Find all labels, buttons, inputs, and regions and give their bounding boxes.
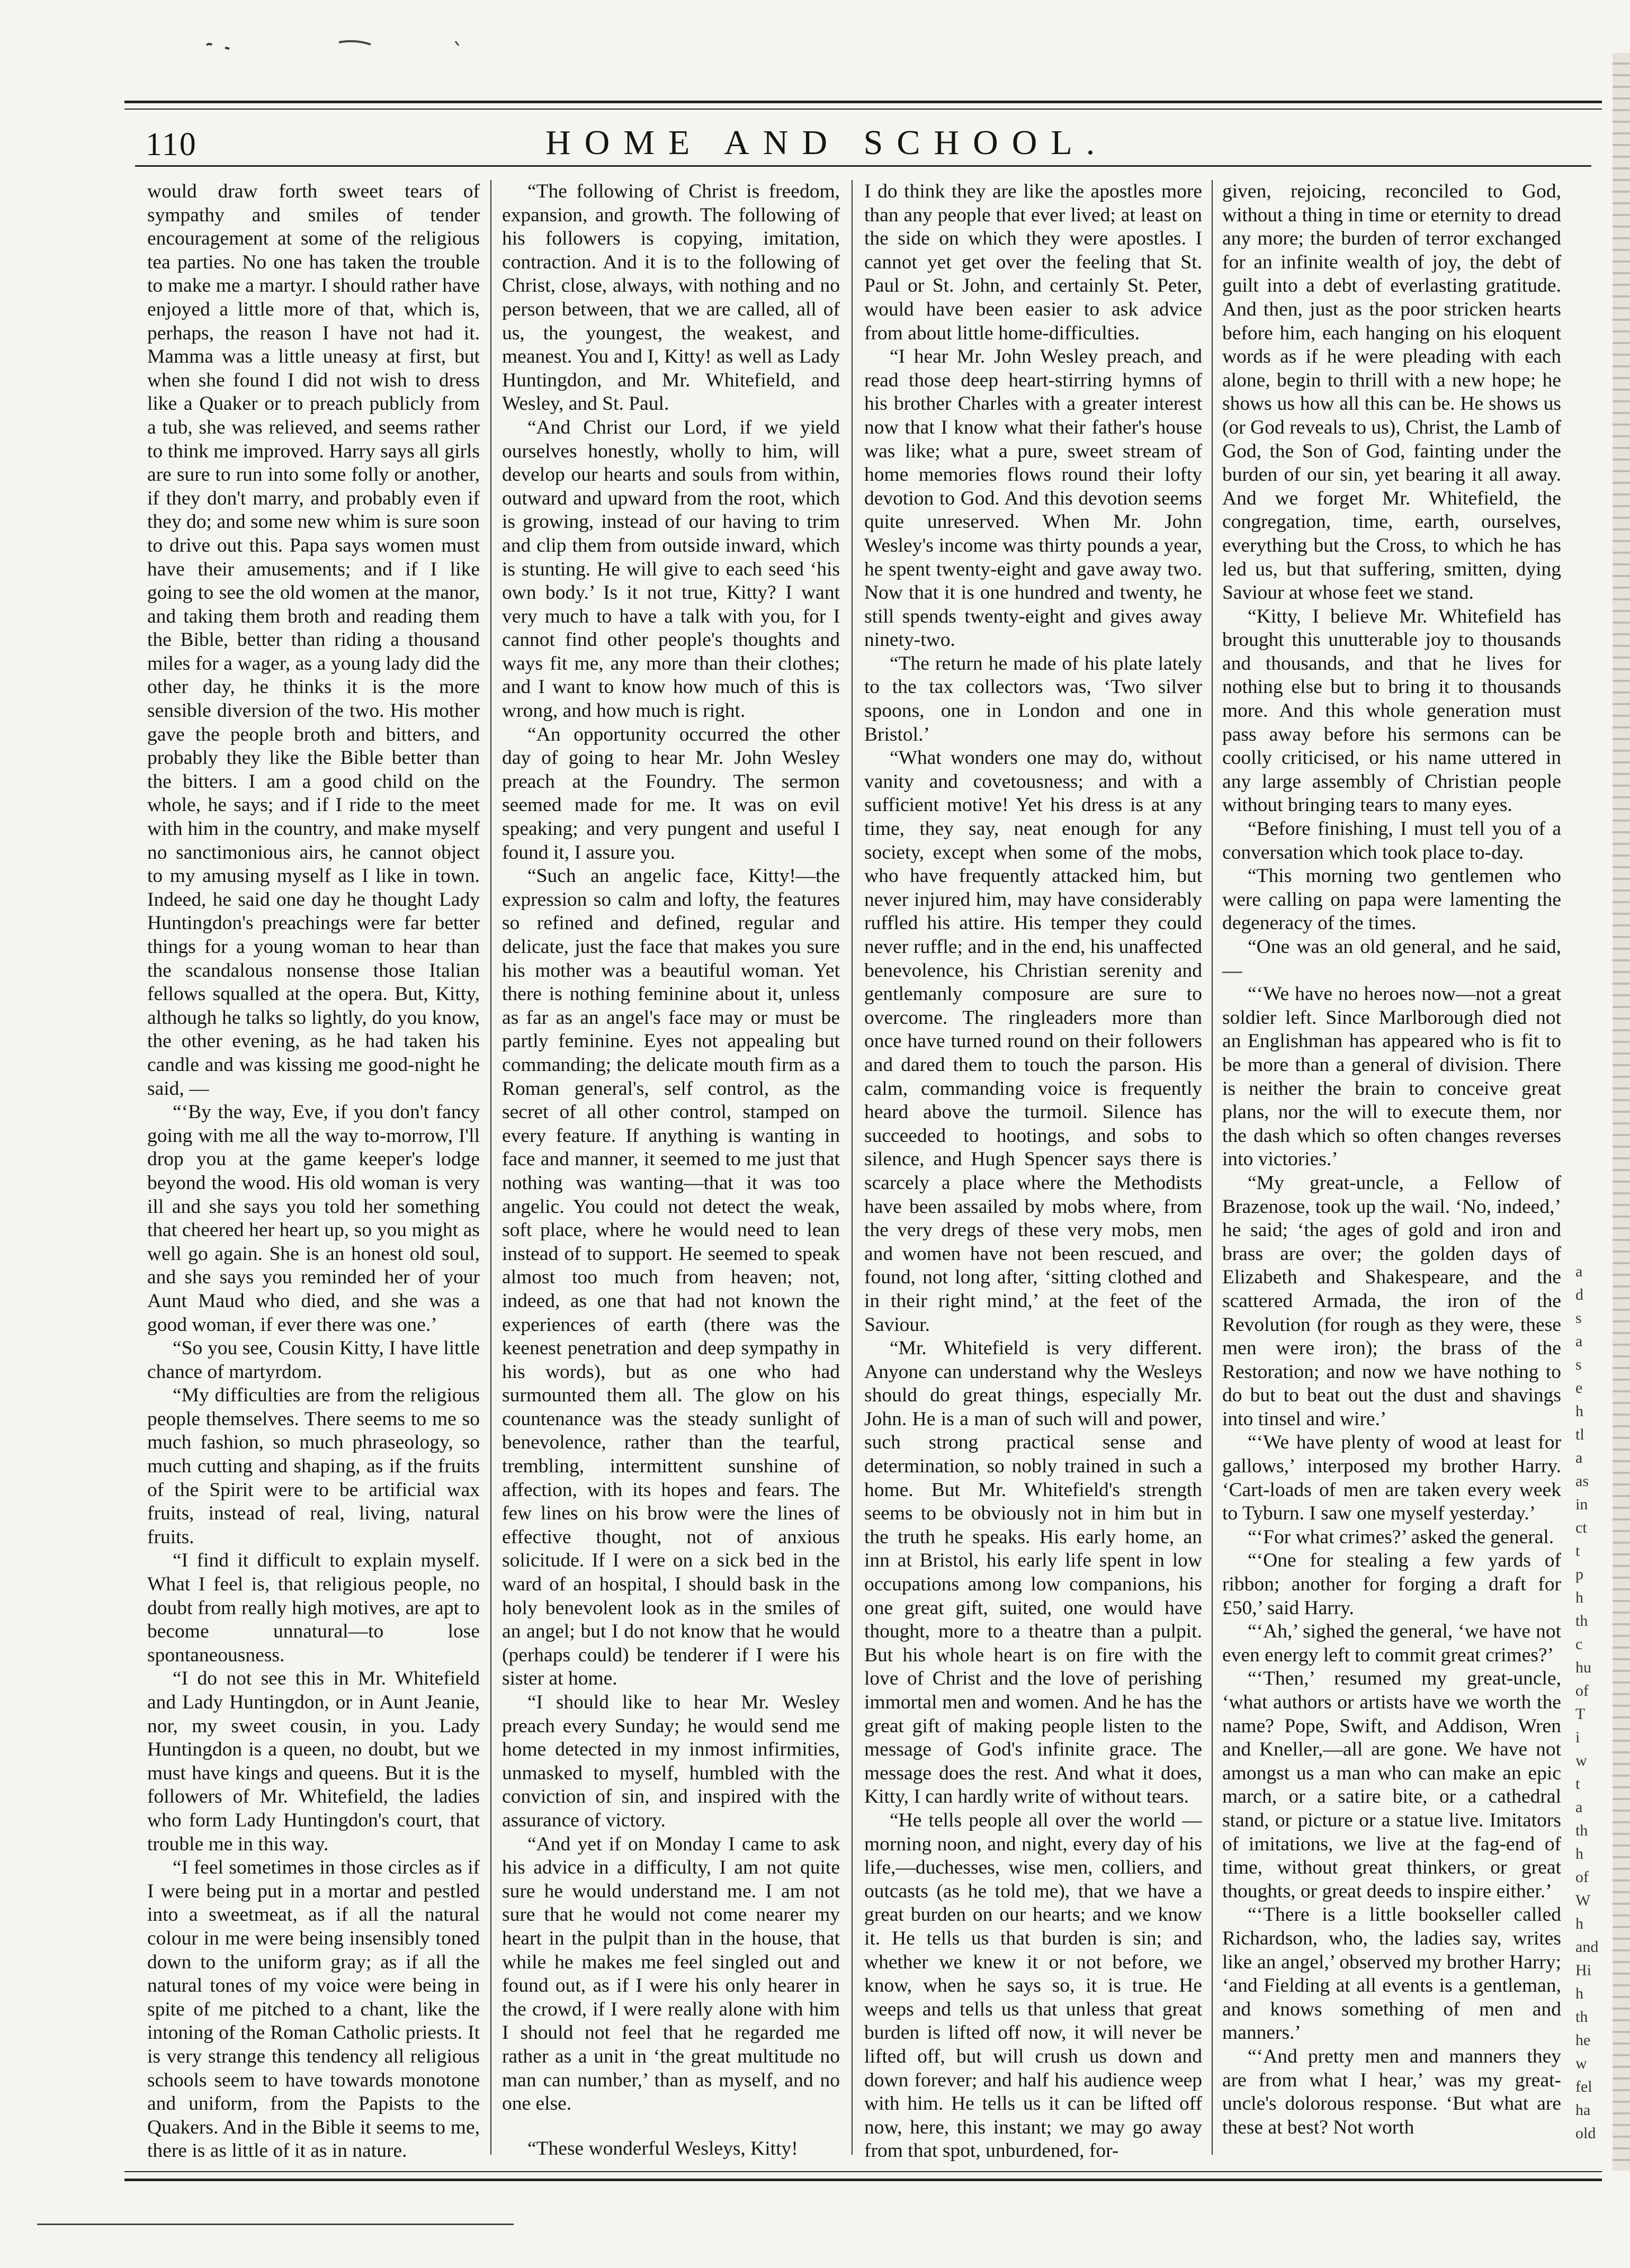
margin-fragment: of <box>1575 1682 1589 1699</box>
paragraph: “‘By the way, Eve, if you don't fancy going with me all the way to-morrow, I'll drop you at the game keeper's lodge beyond the wood. His old woman is very ill and she says you told her something that cheered her heart up, so you might as well go again. She is an honest old soul, and she says you reminded her of your Aunt Maud who died, and she was a good woman, if ever there was one.’ <box>147 1101 480 1336</box>
margin-fragment: he <box>1575 2031 1591 2049</box>
paragraph: “Before finishing, I must tell you of a conversation which took place to-day. <box>1222 818 1561 863</box>
margin-fragment: t <box>1575 1542 1580 1560</box>
paragraph: “‘One for stealing a few yards of ribbon; another for forging a draft for £50,’ said Harry. <box>1222 1550 1561 1619</box>
paragraph: I do think they are like the apostles more than any people that ever lived; at least on the side on which they were apostles. I cannot yet get over the feeling that St. Paul or St. John, and certainly St. Peter, would have been easier to ask advice from about little home-difficulties. <box>864 181 1202 344</box>
paragraph: “And yet if on Monday I came to ask his advice in a difficulty, I am not quite sure he would understand me. I am not sure that he would not come nearer my heart in the pulpit than in the house, that while he makes me feel singled out and found out, as if I were his only hearer in the crowd, if I were really alone with him I should not feel that he regarded me rather as a unit in ‘the great multitude no man can number,’ than as myself, and no one else. <box>502 1833 840 2115</box>
margin-fragment: and <box>1575 1938 1599 1956</box>
margin-fragment: a <box>1575 1333 1583 1350</box>
paragraph: “My great-uncle, a Fellow of Brazenose, took up the wail. ‘No, indeed,’ he said; ‘the ages of gold and iron and brass are over; the golden days of Elizabeth and Shakespeare, and the scattered Armada, the iron of the Revolution (for rough as they were, these men were iron); the brass of the Restoration; and now we have nothing to do but to beat out the dust and shavings into tinsel and wire.’ <box>1222 1172 1561 1430</box>
text-column-2 <box>502 180 840 2159</box>
paragraph: “I do not see this in Mr. Whitefield and Lady Huntingdon, or in Aunt Jeanie, nor, my sweet cousin, in you. Lady Huntingdon is a queen, no doubt, but we must have kings and queens. But it is the followers of Mr. Whitefield, the ladies who form Lady Huntingdon's court, that trouble me in this way. <box>147 1668 480 1855</box>
paragraph: “This morning two gentlemen who were calling on papa were lamenting the degeneracy of the times. <box>1222 865 1561 934</box>
margin-fragment: a <box>1575 1449 1583 1466</box>
margin-fragment: e <box>1575 1379 1583 1397</box>
margin-fragment: d <box>1575 1286 1583 1303</box>
margin-fragment: h <box>1575 1915 1583 1932</box>
margin-fragment: th <box>1575 1822 1588 1839</box>
paragraph: “‘We have plenty of wood at least for gallows,’ interposed my brother Harry. ‘Cart-loads of men are taken every week to Tyburn. I saw one myself yesterday.’ <box>1222 1432 1561 1525</box>
page-number: 110 <box>146 127 197 163</box>
margin-fragment: t <box>1575 1775 1580 1793</box>
margin-fragment: th <box>1575 2008 1588 2026</box>
paragraph: “The return he made of his plate lately to the tax collectors was, ‘Two silver spoons, one in London and one in Bristol.’ <box>864 652 1202 745</box>
margin-fragment: a <box>1575 1798 1583 1816</box>
paragraph: “An opportunity occurred the other day of going to hear Mr. John Wesley preach at the Foundry. The sermon seemed made for me. It was on evil speaking; and very pungent and useful I found it, I assure you. <box>502 723 840 863</box>
paragraph: “I find it difficult to explain myself. What I feel is, that religious people, no doubt from really high motives, are apt to become unnatural—to lose spontaneousness. <box>147 1550 480 1666</box>
paragraph: “Such an angelic face, Kitty!—the expression so calm and lofty, the features so refined and defined, regular and delicate, just the face that makes you sure his mother was a beautiful woman. Yet there is nothing feminine about it, unless as far as an angel's face may or must be partly feminine. Eyes not appealing but commanding; the delicate mouth firm as a Roman general's, self control, as the secret of all other control, stamped on every feature. If anything is wanting in face and manner, it seemed to me just that nothing was wanting—that it was too angelic. You could not detect the weak, soft place, where he would need to lean instead of to support. He seemed to speak almost too much from heaven; not, indeed, as one that had not known the experiences of earth (there was the keenest penetration and deep sympathy in his words), but as one who had surmounted them all. The glow on his countenance was the steady sunlight of benevolence, rather than the tearful, trembling, intermittent sunshine of affection, with its hopes and fears. The few lines on his brow were the lines of effective thought, not of anxious solicitude. If I were on a sick bed in the ward of an hospital, I should bask in the holy benevolent look as in the smiles of an angel; but I do not know that he would (perhaps could) be tenderer if I were his sister at home. <box>502 865 840 1690</box>
paragraph: “‘We have no heroes now—not a great soldier left. Since Marlborough died not an Englishman has appeared who is fit to be more than a general of division. There is neither the brain to conceive great plans, nor the will to execute them, nor the dash which so often changes reverses into victories.’ <box>1222 983 1561 1171</box>
margin-fragment: W <box>1575 1892 1591 1909</box>
text-column-1 <box>147 180 480 2162</box>
paragraph: “I feel sometimes in those circles as if I were being put in a mortar and pestled into a sweetmeat, as if all the natural colour in me were being insensibly toned down to the uniform gray; as if all the natural tones of my voice were being in spite of me pitched to a chant, like the intoning of the Roman Catholic priests. It is very strange this tendency all religious schools seem to have towards monotone and uniform, from the Papists to the Quakers. And in the Bible it seems to me, there is as little of it as in nature. <box>147 1857 480 2162</box>
text-column-3 <box>864 180 1202 2162</box>
paragraph: “‘Ah,’ sighed the general, ‘we have not even energy left to commit great crimes?’ <box>1222 1621 1561 1666</box>
margin-fragment: hu <box>1575 1659 1591 1676</box>
paragraph: “The following of Christ is freedom, expansion, and growth. The following of his followers is copying, imitation, contraction. And it is to the following of Christ, close, always, with nothing and no person between, that we are called, all of us, the youngest, the weakest, and meanest. You and I, Kitty! as well as Lady Huntingdon, and Mr. Whitefield, and Wesley, and St. Paul. <box>502 181 840 415</box>
margin-fragment: h <box>1575 1985 1583 2002</box>
margin-fragment: h <box>1575 1402 1583 1420</box>
margin-fragment: h <box>1575 1589 1583 1606</box>
paragraph: “I hear Mr. John Wesley preach, and read those deep heart-stirring hymns of his brother Charles with a greater interest now that I know what their father's house was like; what a pure, sweet stream of home memories flows round their lofty devotion to God. And this devotion seems quite unreserved. When Mr. John Wesley's income was thirty pounds a year, he spent twenty-eight and gave away two. Now that it is one hundred and twenty, he still spends twenty-eight and gives away ninety-two. <box>864 346 1202 651</box>
bottom-scan-rule <box>37 2224 514 2225</box>
margin-fragment: T <box>1575 1705 1586 1723</box>
margin-fragment: old <box>1575 2125 1596 2142</box>
margin-fragment: c <box>1575 1635 1583 1653</box>
facing-page-bleed-fragments <box>1575 1260 1628 2142</box>
column-rule <box>1212 180 1213 2155</box>
margin-fragment: Hi <box>1575 1961 1591 1979</box>
header-rule <box>135 165 1591 167</box>
paragraph: “Mr. Whitefield is very different. Anyone can understand why the Wesleys should do great things, especially Mr. John. He is a man of such will and power, such strong practical sense and determination, so nobly trained in such a home. But Mr. Whitefield's strength seems to be obviously not in him but in the truth he speaks. His early home, an inn at Bristol, his early life spent in low occupations among low companions, his one great gift, suited, one would have thought, more to a theatre than a pulpit. But his whole heart is on fire with the love of Christ and the love of perishing immortal men and women. And he has the great gift of making people listen to the message of God's infinite grace. The message does the rest. And what it does, Kitty, I can hardly write of without tears. <box>864 1337 1202 1808</box>
text-column-4 <box>1222 180 1561 2155</box>
margin-fragment: w <box>1575 1752 1587 1769</box>
margin-fragment: a <box>1575 1263 1583 1280</box>
paragraph: “And Christ our Lord, if we yield ourselves honestly, wholly to him, will develop our hearts and souls from within, outward and upward from the root, which is growing, instead of our having to trim and clip them from outside inward, which is stunting. He will give to each seed ‘his own body.’ Is it not true, Kitty? I want very much to have a talk with you, for I cannot find other people's thoughts and ways fit me, any more than their clothes; and I want to know how much of this is wrong, and how much is right. <box>502 416 840 722</box>
margin-fragment: th <box>1575 1612 1588 1630</box>
margin-fragment: ct <box>1575 1519 1587 1536</box>
scan-artifact-marks <box>201 32 519 53</box>
margin-fragment: p <box>1575 1565 1583 1583</box>
paragraph: “‘Then,’ resumed my great-uncle, ‘what authors or artists have we worth the name? Pope, Swift, and Addison, Wren and Kneller,—all are gone. We have not amongst us a man who can make an epic march, or a satire bite, or a cathedral stand, or picture or a statue live. Imitators of imitations, we live at the fag-end of time, without great thinkers, or great thoughts, or great deeds to inspire either.’ <box>1222 1668 1561 1902</box>
margin-fragment: of <box>1575 1868 1589 1886</box>
margin-fragment: ha <box>1575 2101 1591 2119</box>
paragraph: given, rejoicing, reconciled to God, without a thing in time or eternity to dread any more; the burden of terror exchanged for an infinite wealth of joy, the debt of guilt into a debt of everlasting gratitude. And then, just as the poor stricken hearts before him, each hanging on his eloquent words as if he were pleading with each alone, begin to thrill with a new hope; he shows us how all this can be. He shows us (or God reveals to us), Christ, the Lamb of God, the Son of God, fainting under the burden of our sin, yet bearing it all away. And we forget Mr. Whitefield, the congregation, time, earth, ourselves, everything but the Cross, to which he has led us, but that suffering, smitten, dying Saviour at whose feet we stand. <box>1222 181 1561 604</box>
paragraph: “‘For what crimes?’ asked the general. <box>1248 1526 1554 1548</box>
margin-fragment: w <box>1575 2055 1587 2072</box>
paragraph: “Kitty, I believe Mr. Whitefield has brought this unutterable joy to thousands and thousands, and that he lives for nothing else but to bring it to thousands more. And this whole generation must pass away before his sermons can be coolly criticised, or his name uttered in any large assembly of Christian people without bringing tears to many eyes. <box>1222 605 1561 816</box>
running-title: HOME AND SCHOOL. <box>545 123 1109 162</box>
margin-fragment: in <box>1575 1496 1588 1513</box>
column-rule <box>490 180 491 2155</box>
paragraph: “So you see, Cousin Kitty, I have little chance of martyrdom. <box>147 1337 480 1383</box>
column-rule <box>852 180 853 2155</box>
margin-fragment: tl <box>1575 1426 1584 1443</box>
margin-fragment: as <box>1575 1472 1589 1490</box>
paragraph: “One was an old general, and he said,— <box>1222 936 1561 982</box>
paragraph: would draw forth sweet tears of sympathy and smiles of tender encouragement at some of the religious tea parties. No one has taken the trouble to make me a martyr. I should rather have enjoyed a little more of that, which is, perhaps, the reason I have not had it. Mamma was a little uneasy at first, but when she found I did not wish to dress like a Quaker or to preach publicly from a tub, she was relieved, and seems rather to think me improved. Harry says all girls are sure to run into some folly or another, if they don't marry, and probably even if they do; and some new whim is sure soon to drive out this. Papa says women must have their amusements; and if I like going to see the old women at the manor, and taking them broth and reading them the Bible, better than riding a thousand miles for a wager, as a young lady did the other day, he thinks it is the more sensible diversion of the two. His mother gave the people broth and bitters, and probably they like the Bible better than the bitters. I am a good child on the whole, he says; and if I ride to the meet with him in the country, and make myself no sanctimonious airs, he cannot object to my amusing myself as I like in town. Indeed, he said one day he thought Lady Huntingdon's preachings were far better things for a young woman to hear than the scandalous nonsense those Italian fellows squalled at the opera. But, Kitty, although he talks so lightly, do you know, the other evening, as he had taken his candle and was kissing me good-night he said, — <box>147 181 480 1100</box>
paragraph: “He tells people all over the world —morning noon, and night, every day of his life,—duchesses, wise men, colliers, and outcasts (as he told me), that we have a great burden on our hearts; and we know it. He tells us that burden is sin; and whether we knew it or not before, we know, when he says so, it is true. He weeps and tells us that unless that great burden is lifted off now, it will never be lifted off, but will crush us down and down forever; and half his audience weep with him. He tells us it can be lifted off now, here, this instant; we may go away from that spot, unburdened, for- <box>864 1809 1202 2162</box>
paragraph: “‘And pretty men and manners they are from what I hear,’ was my great-uncle's dolorous response. ‘But what are these at best? Not worth <box>1222 2045 1561 2138</box>
margin-fragment: s <box>1575 1356 1582 1373</box>
paragraph: “My difficulties are from the religious people themselves. There seems to me so much fashion, so much phraseology, so much cutting and shaping, as if the fruits of the Spirit were to be artificial wax fruits, instead of real, living, natural fruits. <box>147 1384 480 1548</box>
paragraph: “I should like to hear Mr. Wesley preach every Sunday; he would send me home detected in my inmost infirmities, unmasked to myself, humbled with the conviction of sin, and inspired with the assurance of victory. <box>502 1691 840 1831</box>
paragraph: “What wonders one may do, without vanity and covetousness; and with a sufficient motive! Yet his dress is at any time, they say, neat enough for any society, except when some of the mobs, who have frequently attacked him, but never injured him, may have considerably ruffled his attire. His temper they could never ruffle; and in the end, his unaffected benevolence, his Christian serenity and gentlemanly composure are sure to overcome. The ringleaders more than once have turned round on their followers and dared them to touch the parson. His calm, commanding voice is frequently heard above the turmoil. Silence has succeeded to hootings, and sobs to silence, and Hugh Spencer says there is scarcely a place where the Methodists have been assailed by mobs where, from the very dregs of these very mobs, men and women have not been rescued, and found, not long after, ‘sitting clothed and in their right mind,’ at the feet of the Saviour. <box>864 747 1202 1336</box>
margin-fragment: s <box>1575 1309 1582 1327</box>
paragraph: “‘There is a little bookseller called Richardson, who, the ladies say, writes like an angel,’ observed my brother Harry; ‘and Fielding at all events is a gentleman, and knows something of men and manners.’ <box>1222 1904 1561 2044</box>
paragraph: “These wonderful Wesleys, Kitty! <box>527 2137 798 2159</box>
margin-fragment: i <box>1575 1729 1580 1746</box>
margin-fragment: h <box>1575 1845 1583 1862</box>
margin-fragment: fel <box>1575 2078 1592 2095</box>
